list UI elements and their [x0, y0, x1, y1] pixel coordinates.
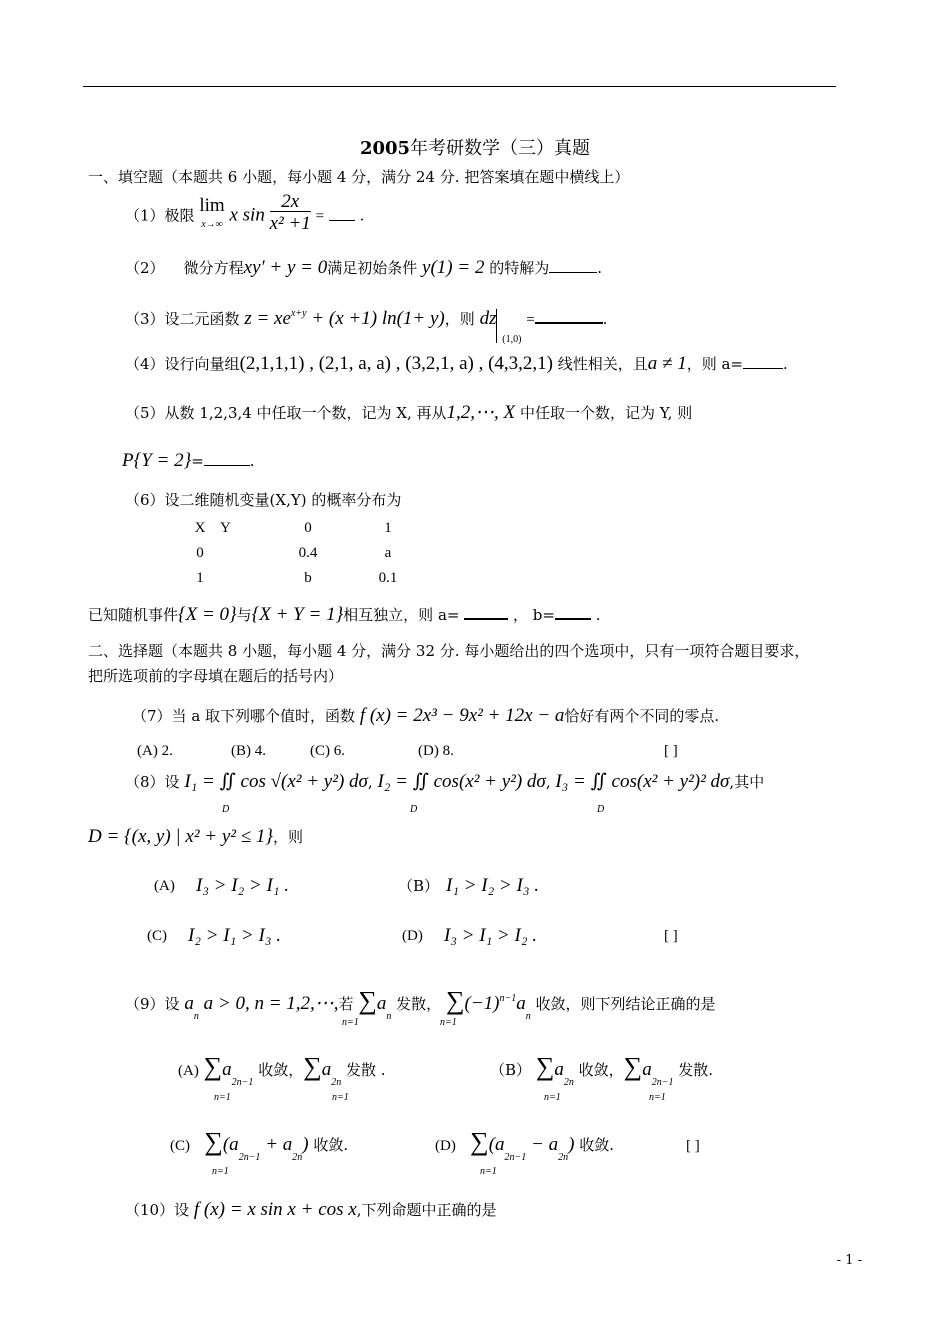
table-header-y: Y [220, 520, 231, 536]
q6-end: . [595, 606, 601, 624]
q9-option-d-text: 收敛. [579, 1136, 614, 1154]
q9-number: （9） [125, 995, 165, 1013]
section2-heading-line2: 把所选项前的字母填在题后的括号内） [88, 667, 344, 685]
q8-option-b-label[interactable]: （B） [398, 877, 440, 895]
question-4 [125, 354, 788, 373]
q1-lim: lim [199, 195, 225, 216]
q8-option-b[interactable]: I₁ > I₂ > I₃ . [446, 875, 539, 896]
q1-number: （1） [125, 206, 165, 225]
q6-number: （6） [125, 491, 165, 509]
q8-option-d-label[interactable]: (D) [402, 928, 423, 944]
question-7 [132, 706, 719, 725]
table-cell: 1 [196, 570, 204, 586]
q9-option-d-label: (D) [435, 1138, 456, 1154]
q7-text1: 当 a 取下列哪个值时，函数 [171, 707, 356, 725]
q9-option-c-text: 收敛. [313, 1136, 349, 1154]
q10-text2: ,下列命题中正确的是 [356, 1201, 497, 1219]
table-header-x: X [194, 520, 206, 536]
q1-frac-den: x² +1 [269, 213, 311, 234]
q9-option-a-text1: 收敛， [258, 1061, 304, 1079]
q8-option-d[interactable]: I₃ > I₁ > I₂ . [444, 925, 537, 946]
table-row [180, 516, 420, 541]
q3-exponent: x+y [290, 308, 307, 319]
table-cell: 0.1 [378, 570, 398, 586]
page-number: - 1 - [836, 1253, 862, 1268]
table-cell: 0.4 [298, 545, 318, 561]
table-cell: a [384, 545, 392, 561]
q4-text2: 线性相关，且 [557, 355, 648, 373]
document-page: 2005年考研数学（三）真题 一、填空题（本题共 6 小题，每小题 4 分，满分 24 分. 把答案填在题中横线上） （1）极限 lim x→∞ x sin $\frac{2x}{\text{x² +1}}$ = . （2） 微分方程xy′ + y = 0满足初始条件 y(1) = 2 的特解为 . （3）设二元函数 $z = xe^{x+y} + (x +1)$ ln(1+ y)，则 dz $_{(1,0)}$ = . （4）设行向量组(2,1,1,1) , (2,1, a, a) , (3,2,1, a) , (4,3,2,1) 线性相关，且a ≠ 1，则 a= . （5）从数 1,2,3,4 中任取一个数，记为 X, 再从1,2,⋯, X 中任取一个数，记为 Y, 则 P{Y = 2}= . （6）设二维随机变量(X,Y) 的概率分布为 X Y 0 1 0 0.4 a 1 b 0.1 已知随机事件{X = 0}与{X + Y = 1}相互独立，则 a= ， b= . 二、选择题（本题共 8 小题，每小题 4 分，满分 32 分. 每小题给出的四个选项中，只有一项符合题目要求， 把所选项前的字母填在题后的括号内） （7）当 a 取下列哪个值时，函数 f (x) = 2x³ − 9x² + 12x − a恰好有两个不同的零点. (A) 2. (B) 4. (C) 6. (D) 8. [ ] （8）设 I₁ = ∬ cos √(x² + y²) dσ, I₂ = ∬ cos(x² + y²) dσ, I₃ = ∬ cos(x² + y²)² dσ,其中 D D D D = {(x, y) | x² + y² ≤ 1}，则 (A) I₃ > I₂ > I₁ . （B） I₁ > I₂ > I₃ . (C) I₂ > I₁ > I₃ . (D) I₃ > I₁ > I₂ . [ ] （9）设 $a_n$ a > 0, n = 1,2,⋯,若 $\sum a_n$ 发散， $\sum(-1)^{n-1}a_n$ 收敛，则下列结论正确的是 n=1 n=1 (A) $\sum a_{2n-1}$ 收敛，$\sum a_{2n}$ 发散 . n=1 n=1 （B） $\sum a_{2n}$ 收敛，$\sum a_{2n-1}$ 发散. n=1 n=1 (C) $\sum(a_{2n-1} + a_{2n})$ 收敛. n=1 (D) $\sum(a_{2n-1} - a_{2n})$ 收敛. n=1 [ ] （10）设 f (x) = x sin x + cos x,下列命题中正确的是 - 1 - [0, 0, 950, 1344]
q5-end: . [249, 452, 255, 470]
question-6-cont [88, 605, 601, 624]
q8-integral-1: I₁ = ∬ cos √(x² + y²) dσ [184, 771, 368, 792]
q5-text2: 中任取一个数，记为 Y, 则 [519, 404, 693, 422]
q5-answer-blank[interactable] [204, 465, 250, 466]
question-9: （9）设 $a_n$ a > 0, n = 1,2,⋯,若 $\sum a_n$ 发散， $\sum(-1)^{n-1}a_n$ 收敛，则下列结论正确的是 [125, 986, 716, 1022]
q4-end: . [783, 355, 788, 373]
q2-equation: xy′ + y = 0 [243, 257, 328, 278]
q9-option-b-label: （B） [490, 1061, 532, 1079]
q3-eval-bar [496, 309, 497, 343]
q7-option-d[interactable]: (D) 8. [418, 743, 454, 759]
q9-condition: a > 0, n = 1,2,⋯, [203, 993, 339, 1014]
question-10 [125, 1200, 496, 1219]
q6-text2: 已知随机事件 [88, 606, 179, 624]
q7-function: f (x) = 2x³ − 9x² + 12x − a [359, 705, 565, 726]
q3-eval-point: (1,0) [502, 334, 522, 345]
q9-option-a-label: (A) [178, 1063, 199, 1079]
q9-option-b[interactable]: （B） $\sum a_{2n}$ 收敛，$\sum a_{2n-1}$ 发散. [490, 1052, 714, 1088]
q9-option-c[interactable]: (C) $\sum(a_{2n-1} + a_{2n})$ 收敛. [170, 1127, 349, 1163]
q2-end: . [597, 259, 603, 277]
q6-text4: 相互独立，则 a= [343, 606, 460, 624]
q8-integral-3: I₃ = ∬ cos(x² + y²)² dσ [555, 771, 730, 792]
q8-text2: ,其中 [729, 773, 765, 791]
q8-option-a-label[interactable]: (A) [154, 878, 175, 894]
q3-end: . [602, 310, 608, 328]
q1-answer-blank[interactable] [329, 220, 355, 221]
question-3 [125, 303, 608, 345]
q4-vectors: (2,1,1,1) , (2,1, a, a) , (3,2,1, a) , (4,3,2,1) [239, 353, 553, 374]
q6-text3: 与 [236, 606, 252, 624]
q2-text2: 满足初始条件 [327, 259, 418, 277]
header-rule [83, 86, 836, 87]
q9-text1: 设 [164, 995, 180, 1013]
q1-prefix: 极限 [164, 206, 195, 225]
probability-table [180, 516, 420, 591]
q1-limit [199, 196, 224, 230]
q2-number: （2） [125, 259, 165, 277]
table-row [180, 566, 420, 591]
q3-text2: ，则 [444, 310, 475, 328]
table-header-col1: 1 [384, 520, 392, 536]
q1-lim-sub: x→∞ [201, 219, 223, 230]
question-8: （8）设 I₁ = ∬ cos √(x² + y²) dσ, I₂ = ∬ cos(x² + y²) dσ, I₃ = ∬ cos(x² + y²)² dσ,其中 [125, 771, 765, 792]
q10-number: （10） [125, 1201, 175, 1219]
q5-text1: 从数 1,2,3,4 中任取一个数，记为 X, 再从 [164, 404, 447, 422]
q3-number: （3） [125, 310, 165, 328]
q1-end: . [359, 206, 365, 225]
table-cell [220, 541, 260, 566]
q8-domain-label-2: D [410, 804, 418, 815]
q7-option-a[interactable]: (A) 2. [137, 743, 173, 759]
q9-option-b-text2: 发散. [678, 1061, 714, 1079]
q3-text1: 设二元函数 [164, 310, 240, 328]
q5-sequence: 1,2,⋯, X [446, 402, 516, 423]
q8-integral-2: I₂ = ∬ cos(x² + y²) dσ [377, 771, 546, 792]
q9-option-b-text1: 收敛， [578, 1061, 624, 1079]
title-text: 年考研数学（三）真题 [410, 138, 591, 159]
q9-text2: 若 [338, 995, 354, 1013]
q4-text3: ，则 a= [686, 355, 743, 373]
q9-answer-bracket[interactable]: [ ] [686, 1138, 700, 1154]
q7-option-c[interactable]: (C) 6. [310, 743, 345, 759]
q8-domain-label-3: D [597, 804, 605, 815]
q7-answer-bracket[interactable]: [ ] [664, 743, 678, 759]
q9-option-c-label: (C) [170, 1138, 190, 1154]
table-cell [220, 566, 260, 591]
q1-expr: x sin [229, 204, 265, 226]
question-2 [125, 258, 602, 277]
section1-heading: 一、填空题（本题共 6 小题，每小题 4 分，满分 24 分. 把答案填在题中横线上） [88, 168, 630, 186]
table-header-col0: 0 [304, 520, 312, 536]
q6-event2: {X + Y = 1} [251, 604, 344, 625]
q9-text3: 发散， [396, 995, 442, 1013]
q9-option-d[interactable]: (D) $\sum(a_{2n-1} - a_{2n})$ 收敛. [435, 1127, 614, 1163]
q10-function: f (x) = x sin x + cos x [193, 1199, 357, 1220]
q6-answer-b-blank[interactable] [555, 618, 591, 620]
q6-text5: ， b= [513, 606, 555, 624]
q2-condition: y(1) = 2 [422, 257, 485, 278]
q4-number: （4） [125, 355, 165, 373]
q8-text3: ，则 [273, 828, 304, 846]
q9-text4: 收敛，则下列结论正确的是 [535, 995, 716, 1013]
page-title [0, 134, 950, 160]
q5-number: （5） [125, 404, 165, 422]
q10-text1: 设 [174, 1201, 190, 1219]
q4-answer-blank[interactable] [743, 368, 783, 369]
q1-fraction [270, 192, 311, 233]
q3-eq-part2: + (x +1) ln(1+ y) [311, 308, 445, 329]
q7-number: （7） [132, 707, 172, 725]
q4-text1: 设行向量组 [164, 355, 240, 373]
q7-text2: 恰好有两个不同的零点. [564, 707, 720, 725]
title-year: 2005 [359, 138, 411, 159]
question-6 [125, 493, 401, 508]
q8-option-c-label[interactable]: (C) [147, 928, 167, 944]
q8-option-c[interactable]: I₂ > I₁ > I₃ . [188, 925, 281, 946]
question-1 [125, 191, 365, 237]
q8-domain: D = {(x, y) | x² + y² ≤ 1} [88, 826, 273, 847]
q8-domain-label-1: D [222, 804, 230, 815]
q7-option-b[interactable]: (B) 4. [231, 743, 266, 759]
q6-event1: {X = 0} [178, 604, 237, 625]
q3-dz: dz [479, 308, 497, 329]
question-5-cont [122, 451, 255, 470]
table-row [180, 541, 420, 566]
table-cell: 0 [196, 545, 204, 561]
q6-answer-a-blank[interactable] [464, 618, 508, 620]
question-8-domain [88, 827, 303, 846]
question-5 [125, 403, 692, 422]
q3-equals: = [526, 312, 535, 328]
q2-text1: 微分方程 [183, 259, 244, 277]
q8-number: （8） [125, 773, 165, 791]
q5-probability: P{Y = 2} [122, 450, 192, 471]
section2-heading-line1: 二、选择题（本题共 8 小题，每小题 4 分，满分 32 分. 每小题给出的四个选项中，只有一项符合题目要求， [88, 642, 810, 660]
q8-text1: 设 [164, 773, 180, 791]
q6-text1: 设二维随机变量(X,Y) 的概率分布为 [164, 491, 402, 509]
q5-equals: = [191, 452, 204, 470]
q3-eq-part1: z = xe [244, 308, 291, 329]
q9-option-a[interactable]: (A) $\sum a_{2n-1}$ 收敛，$\sum a_{2n}$ 发散 . [178, 1052, 386, 1088]
q2-text3: 的特解为 [489, 259, 550, 277]
q8-answer-bracket[interactable]: [ ] [664, 928, 678, 944]
q3-answer-blank[interactable] [535, 322, 603, 324]
q8-option-a[interactable]: I₃ > I₂ > I₁ . [196, 875, 289, 896]
table-cell: b [304, 570, 312, 586]
q2-answer-blank[interactable] [549, 272, 597, 273]
q1-equals: = [315, 208, 325, 225]
q4-condition: a ≠ 1 [647, 353, 687, 374]
q9-option-a-text2: 发散 . [346, 1061, 386, 1079]
q1-frac-num: 2x [270, 192, 311, 212]
